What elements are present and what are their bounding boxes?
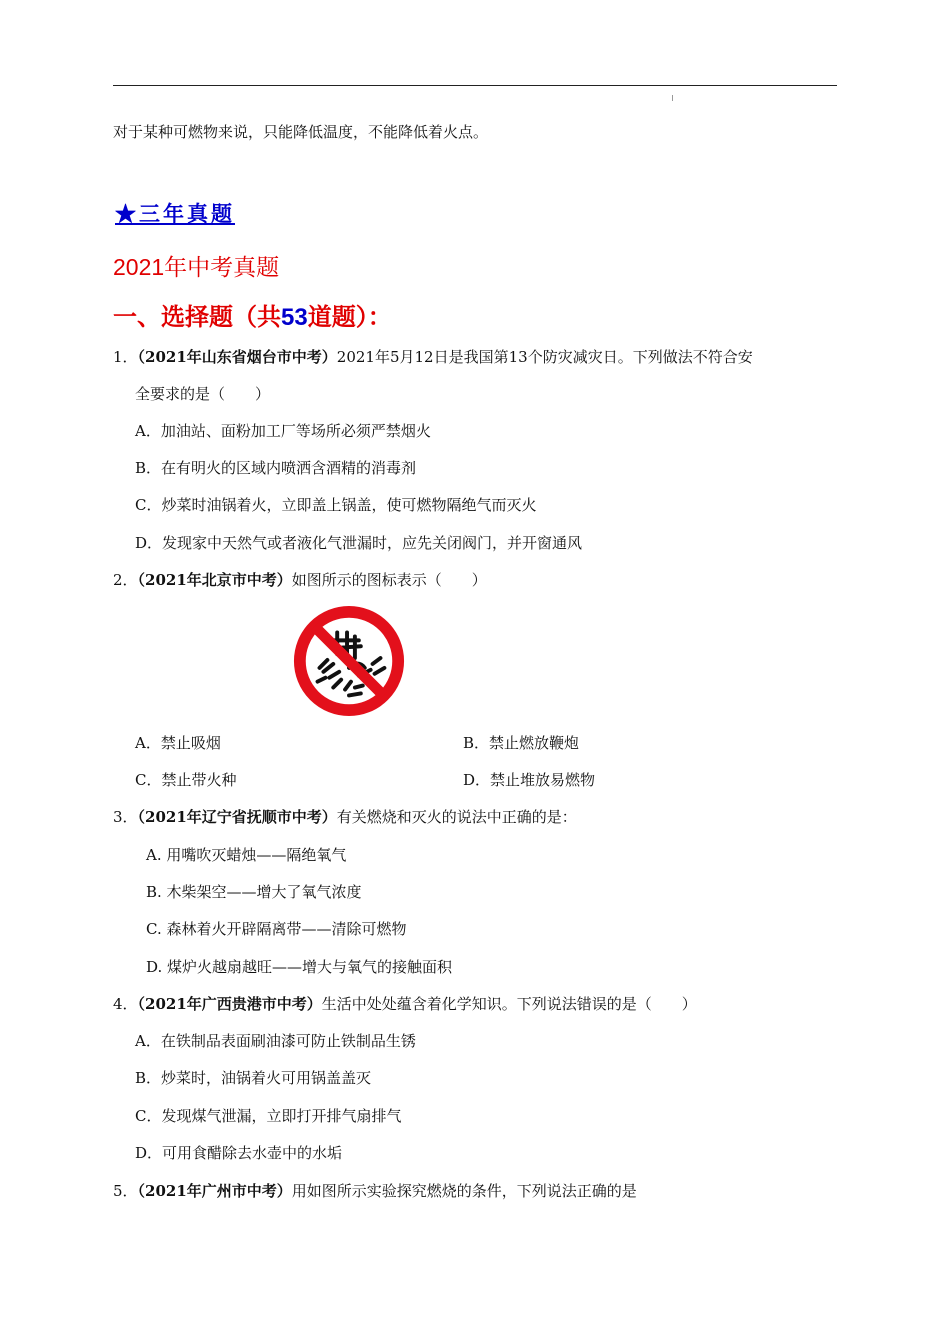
q5-stem: 用如图所示实验探究燃烧的条件，下列说法正确的是 bbox=[291, 1182, 637, 1200]
q1-option-a: A．加油站、面粉加工厂等场所必须严禁烟火 bbox=[135, 422, 431, 440]
question-3-line1 bbox=[113, 807, 577, 827]
q2-source: （2021年北京市中考） bbox=[137, 571, 292, 589]
q1-option-d: D．发现家中天然气或者液化气泄漏时，应先关闭阀门，并开窗通风 bbox=[135, 534, 583, 552]
q1-number: 1． bbox=[113, 348, 138, 366]
q2-number: 2． bbox=[113, 571, 138, 589]
q3-option-b: B. 木柴架空——增大了氧气浓度 bbox=[146, 883, 362, 901]
q2-option-a: A．禁止吸烟 bbox=[135, 734, 221, 752]
header-rule bbox=[113, 85, 837, 86]
q2-option-c: C．禁止带火种 bbox=[135, 771, 237, 789]
q3-option-d: D. 煤炉火越扇越旺——增大与氧气的接触面积 bbox=[146, 958, 453, 976]
q4-option-d: D．可用食醋除去水壶中的水垢 bbox=[135, 1144, 343, 1162]
q3-option-c: C. 森林着火开辟隔离带——清除可燃物 bbox=[146, 920, 407, 938]
q1-stem-line2: 全要求的是（ ） bbox=[135, 385, 271, 403]
section-heading bbox=[113, 297, 392, 332]
section-suffix: 道题）： bbox=[307, 304, 392, 331]
q2-option-b: B．禁止燃放鞭炮 bbox=[463, 734, 580, 752]
q1-option-c: C．炒菜时油锅着火，立即盖上锅盖，使可燃物隔绝气而灭火 bbox=[135, 496, 537, 514]
q3-stem: 有关燃烧和灭火的说法中正确的是： bbox=[336, 808, 577, 826]
question-2-line1 bbox=[113, 570, 487, 590]
question-count: 53 bbox=[281, 304, 308, 331]
q5-source: （2021年广州市中考） bbox=[137, 1182, 292, 1200]
question-1-line1 bbox=[113, 347, 753, 367]
q4-number: 4． bbox=[113, 995, 138, 1013]
q3-source: （2021年辽宁省抚顺市中考） bbox=[137, 808, 337, 826]
q4-source: （2021年广西贵港市中考） bbox=[137, 995, 322, 1013]
q1-source: （2021年山东省烟台市中考） bbox=[137, 348, 337, 366]
q3-option-a: A. 用嘴吹灭蜡烛——隔绝氧气 bbox=[146, 846, 347, 864]
intro-line: 对于某种可燃物来说，只能降低温度，不能降低着火点。 bbox=[113, 123, 489, 141]
section-prefix: 一、选择题（共 bbox=[113, 304, 281, 331]
q2-stem: 如图所示的图标表示（ ） bbox=[291, 571, 487, 589]
q1-stem-line1: 2021年5月12日是我国第13个防灾减灾日。下列做法不符合安 bbox=[336, 348, 753, 366]
q2-option-d: D．禁止堆放易燃物 bbox=[463, 771, 596, 789]
q4-stem: 生活中处处蕴含着化学知识。下列说法错误的是（ ） bbox=[321, 995, 697, 1013]
q1-option-b: B．在有明火的区域内喷洒含酒精的消毒剂 bbox=[135, 459, 417, 477]
star-heading: ★三年真题 bbox=[115, 201, 235, 226]
q4-option-a: A．在铁制品表面刷油漆可防止铁制品生锈 bbox=[135, 1032, 416, 1050]
year-heading: 2021年中考真题 bbox=[113, 254, 280, 280]
q4-option-c: C．发现煤气泄漏，立即打开排气扇排气 bbox=[135, 1107, 402, 1125]
header-mark bbox=[672, 95, 673, 101]
question-4-line1 bbox=[113, 994, 697, 1014]
q4-option-b: B．炒菜时，油锅着火可用锅盖盖灭 bbox=[135, 1069, 372, 1087]
question-5-line1 bbox=[113, 1181, 637, 1201]
q3-number: 3． bbox=[113, 808, 138, 826]
no-fire-sign-icon bbox=[290, 603, 408, 719]
q5-number: 5． bbox=[113, 1182, 138, 1200]
